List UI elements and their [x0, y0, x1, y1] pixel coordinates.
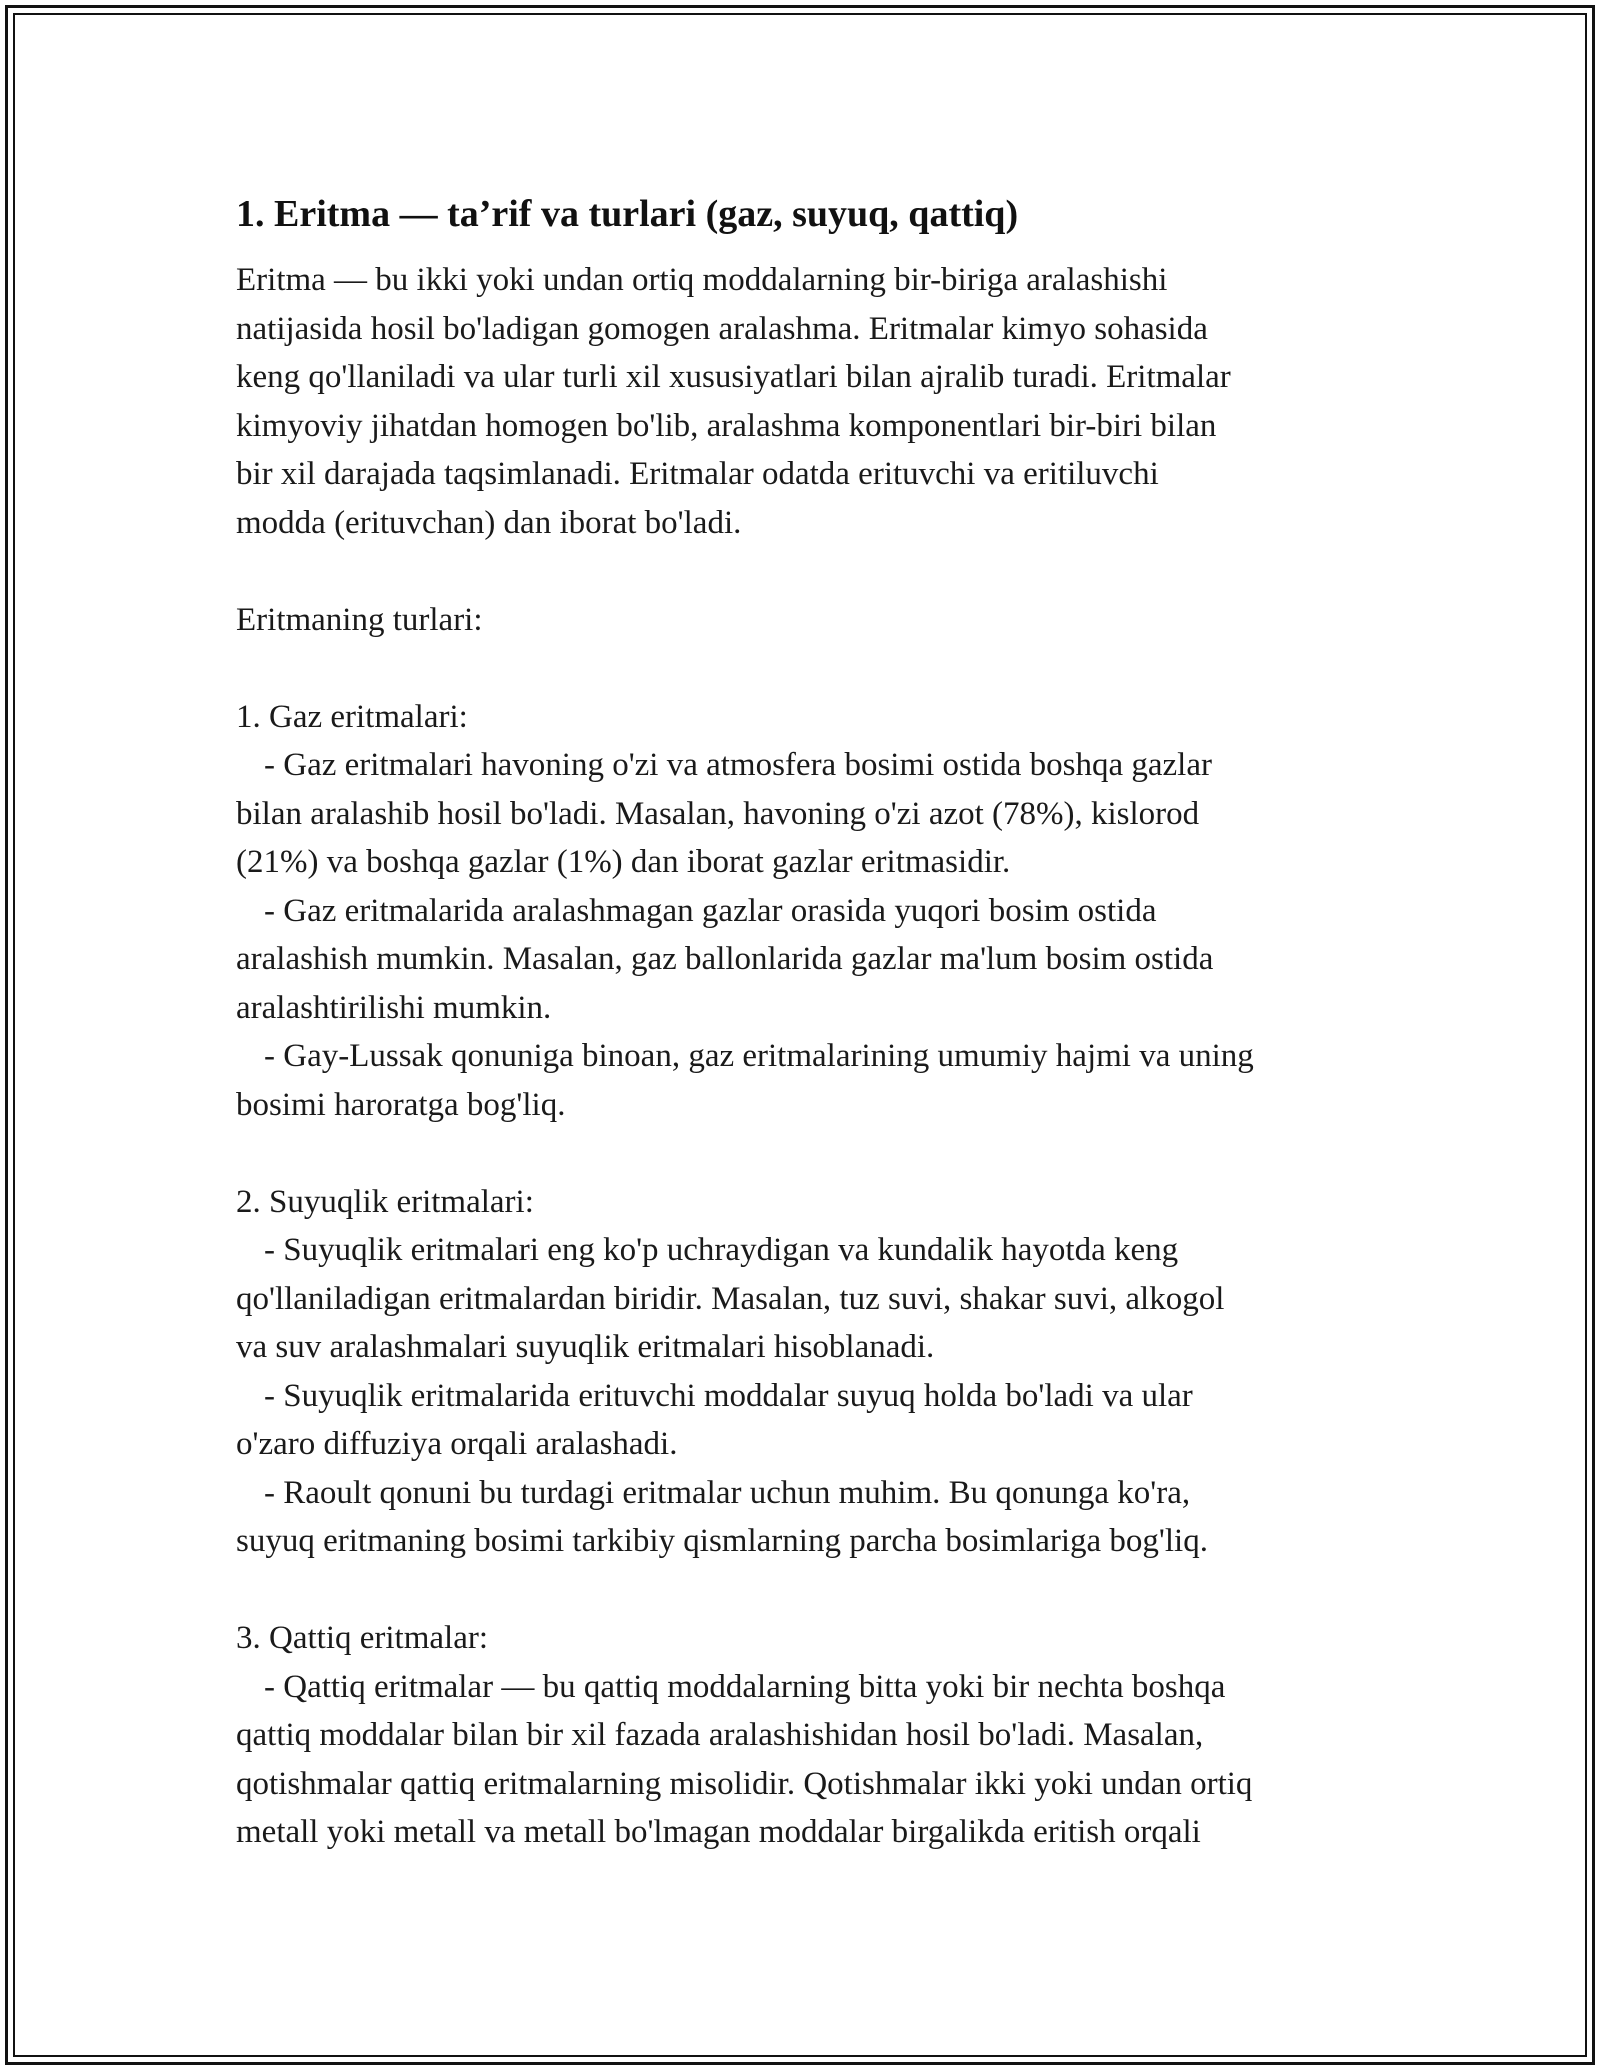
intro-paragraph	[236, 256, 1376, 547]
paragraph-spacing	[236, 644, 1376, 693]
bullet-point-line: aralashtirilishi mumkin.	[236, 989, 552, 1026]
intro-line: modda (erituvchan) dan iborat bo'ladi.	[236, 504, 742, 541]
intro-line: keng qo'llaniladi va ular turli xil xususiyatlari bilan ajralib turadi. Eritmalar	[236, 359, 1231, 395]
bullet-point-line: o'zaro diffuziya orqali aralashadi.	[236, 1426, 678, 1462]
intro-line: bir xil darajada taqsimlanadi. Eritmalar odatda erituvchi va eritiluvchi	[236, 456, 1159, 492]
intro-line: kimyoviy jihatdan homogen bo'lib, aralashma komponentlari bir-biri bilan	[236, 407, 1217, 444]
title-spacing	[236, 244, 1376, 256]
bullet-point-first-line: - Gay-Lussak qonuniga binoan, gaz eritmalarining umumiy hajmi va uning	[264, 1038, 1254, 1074]
section-heading: 2. Suyuqlik eritmalari:	[236, 1183, 534, 1220]
bullet-point-line: aralashish mumkin. Masalan, gaz ballonlarida gazlar ma'lum bosim ostida	[236, 941, 1214, 977]
document-title: 1. Eritma — ta’rif va turlari (gaz, suyuq, qattiq)	[236, 193, 1019, 235]
bullet-point-line: qo'llaniladigan eritmalardan biridir. Masalan, tuz suvi, shakar suvi, alkogol	[236, 1280, 1225, 1317]
bullet-point-first-line: - Gaz eritmalari havoning o'zi va atmosfera bosimi ostida boshqa gazlar	[264, 747, 1212, 783]
types-heading: Eritmaning turlari:	[236, 601, 483, 638]
section-liquid-solutions	[236, 1178, 1376, 1566]
bullet-point-line: va suv aralashmalari suyuqlik eritmalari hisoblanadi.	[236, 1329, 935, 1365]
bullet-point-first-line: - Raoult qonuni bu turdagi eritmalar uchun muhim. Bu qonunga ko'ra,	[264, 1474, 1191, 1511]
section-solid-solutions	[236, 1614, 1376, 1857]
section-heading: 3. Qattiq eritmalar:	[236, 1620, 488, 1656]
bullet-point-first-line: - Gaz eritmalarida aralashmagan gazlar orasida yuqori bosim ostida	[264, 892, 1157, 929]
bullet-point-first-line: - Suyuqlik eritmalari eng ko'p uchraydigan va kundalik hayotda keng	[264, 1232, 1179, 1268]
bullet-point-line: metall yoki metall va metall bo'lmagan moddalar birgalikda eritish orqali	[236, 1814, 1201, 1850]
paragraph-spacing	[236, 1566, 1376, 1615]
section-gas-solutions	[236, 693, 1376, 1130]
bullet-point-line: bosimi haroratga bog'liq.	[236, 1086, 566, 1123]
bullet-point-first-line: - Suyuqlik eritmalarida erituvchi moddalar suyuq holda bo'ladi va ular	[264, 1377, 1193, 1414]
bullet-point-line: bilan aralashib hosil bo'ladi. Masalan, havoning o'zi azot (78%), kislorod	[236, 795, 1200, 832]
bullet-point-line: qattiq moddalar bilan bir xil fazada aralashishidan hosil bo'ladi. Masalan,	[236, 1717, 1204, 1753]
paragraph-spacing	[236, 547, 1376, 596]
document-body	[236, 184, 1376, 1857]
section-heading: 1. Gaz eritmalari:	[236, 698, 468, 735]
bullet-point-line: qotishmalar qattiq eritmalarning misolidir. Qotishmalar ikki yoki undan ortiq	[236, 1765, 1253, 1802]
paragraph-spacing	[236, 1129, 1376, 1178]
bullet-point-line: (21%) va boshqa gazlar (1%) dan iborat gazlar eritmasidir.	[236, 844, 1011, 880]
bullet-point-line: suyuq eritmaning bosimi tarkibiy qismlarning parcha bosimlariga bog'liq.	[236, 1523, 1208, 1559]
intro-line: natijasida hosil bo'ladigan gomogen aralashma. Eritmalar kimyo sohasida	[236, 310, 1208, 347]
intro-line: Eritma — bu ikki yoki undan ortiq moddalarning bir-biriga aralashishi	[236, 262, 1168, 298]
bullet-point-first-line: - Qattiq eritmalar — bu qattiq moddalarning bitta yoki bir nechta boshqa	[264, 1668, 1226, 1705]
